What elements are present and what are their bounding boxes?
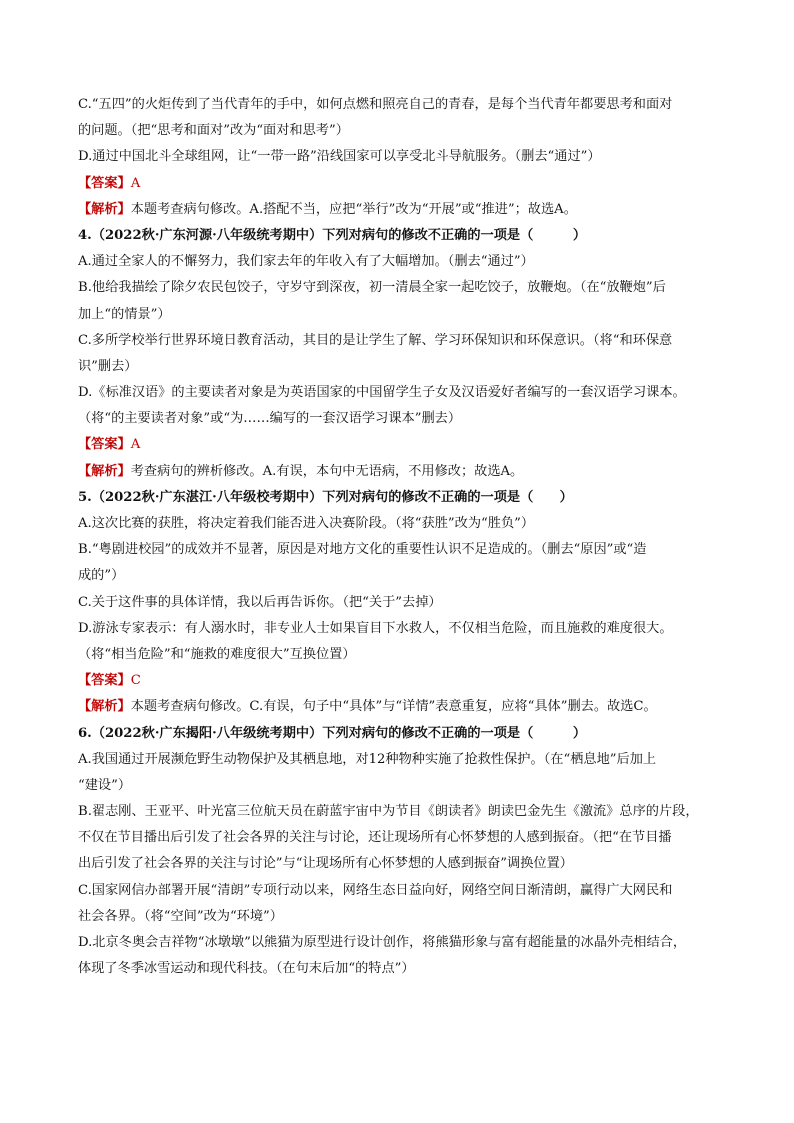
text-line: B.翟志刚、王亚平、叶光富三位航天员在蔚蓝宇宙中为节目《朗读者》朗读巴金先生《激流》总序的片段，	[78, 804, 699, 820]
text-line: 识”删去）	[78, 358, 138, 374]
text-line: A.这次比赛的获胜，将决定着我们能否进入决赛阶段。（将“获胜”改为“胜负”）	[78, 516, 535, 531]
text-line: D.通过中国北斗全球组网，让“一带一路”沿线国家可以享受北斗导航服务。（删去“通过”）	[78, 149, 601, 165]
text-line: 不仅在节目播出后引发了社会各界的关注与讨论，还让现场所有心怀梦想的人感到振奋。（把“在节目播	[78, 830, 672, 846]
text-line: C.“五四”的火炬传到了当代青年的手中，如何点燃和照亮自己的青春，是每个当代青年都要思考和面对	[78, 97, 673, 112]
explanation-line	[78, 459, 718, 485]
answer-label: 【答案】	[78, 175, 131, 191]
text-line: D.《标准汉语》的主要读者对象是为英语国家的中国留学生子女及汉语爱好者编写的一套汉语学习课本。	[78, 385, 686, 401]
answer-value: A	[130, 175, 141, 191]
explanation-text: 本题考查病句修改。A.搭配不当，应把“举行”改为“开展”或“推进”；故选A。	[130, 201, 577, 217]
answer-label: 【答案】	[78, 673, 131, 689]
text-line: A.通过全家人的不懈努力，我们家去年的年收入有了大幅增加。（删去“通过”）	[78, 254, 534, 270]
text-line: （将“的主要读者对象”或“为……编写的一套汉语学习课本”删去）	[78, 411, 462, 427]
text-line: “建设”）	[78, 777, 132, 793]
question-heading: 5.（2022秋·广东湛江·八年级校考期中）下列对病句的修改不正确的一项是（ ）	[78, 489, 573, 505]
text-line: A.我国通过开展濒危野生动物保护及其栖息地，对12种物种实施了抢救性保护。（在“栖息地”后加上	[78, 751, 657, 767]
text-line: D.游泳专家表示：有人溺水时，非专业人士如果盲目下水救人，不仅相当危险，而且施救的难度很大。	[78, 620, 673, 636]
explanation-text: 考查病句的辨析修改。A.有误，本句中无语病，不用修改；故选A。	[130, 463, 524, 479]
text-line: 出后引发了社会各界的关注与讨论”与“让现场所有心怀梦想的人感到振奋”调换位置）	[78, 856, 573, 872]
question-heading: 4.（2022秋·广东河源·八年级统考期中）下列对病句的修改不正确的一项是（ ）	[78, 227, 587, 243]
explanation-label: 【解析】	[78, 463, 131, 479]
explanation-label: 【解析】	[78, 699, 131, 715]
answer-line	[78, 668, 718, 694]
text-line: 成的”）	[78, 568, 125, 584]
text-line: 社会各界。（将“空间”改为“环境”）	[78, 908, 283, 924]
question-content	[78, 92, 718, 982]
explanation-line	[78, 197, 718, 223]
text-line: C.国家网信办部署开展“清朗”专项行动以来，网络生态日益向好，网络空间日渐清朗，赢得广大网民和	[78, 882, 673, 898]
text-line: C.多所学校举行世界环境日教育活动，其目的是让学生了解、学习环保知识和环保意识。（将“和环保意	[78, 332, 673, 348]
answer-label: 【答案】	[78, 437, 131, 453]
explanation-line	[78, 694, 718, 720]
text-line: 体现了冬季冰雪运动和现代科技。（在句末后加“的特点”）	[78, 961, 415, 977]
text-line: D.北京冬奥会吉祥物“冰墩墩”以熊猫为原型进行设计创作，将熊猫形象与富有超能量的冰晶外壳相结合，	[78, 935, 687, 950]
question-heading: 6.（2022秋·广东揭阳·八年级统考期中）下列对病句的修改不正确的一项是（ ）	[78, 725, 587, 741]
text-line: C.关于这件事的具体详情，我以后再告诉你。（把“关于”去掉）	[78, 594, 442, 610]
text-line: B.他给我描绘了除夕农民包饺子，守岁守到深夜，初一清晨全家一起吃饺子，放鞭炮。（在“放鞭炮”后	[78, 280, 666, 296]
text-line: 的问题。（把“思考和面对”改为“面对和思考”）	[78, 123, 349, 139]
text-line: 加上“的情景”）	[78, 306, 171, 322]
text-line: （将“相当危险”和“施救的难度很大”互换位置）	[78, 646, 356, 662]
answer-line	[78, 171, 718, 197]
answer-line	[78, 432, 718, 458]
text-line: B.“粤剧进校园”的成效并不显著，原因是对地方文化的重要性认识不足造成的。（删去“原因”或“造	[78, 542, 647, 558]
explanation-text: 本题考查病句修改。C.有误，句子中“具体”与“详情”表意重复，应将“具体”删去。故选C。	[130, 699, 657, 715]
answer-value: C	[130, 673, 141, 689]
answer-value: A	[130, 437, 141, 453]
explanation-label: 【解析】	[78, 201, 131, 217]
